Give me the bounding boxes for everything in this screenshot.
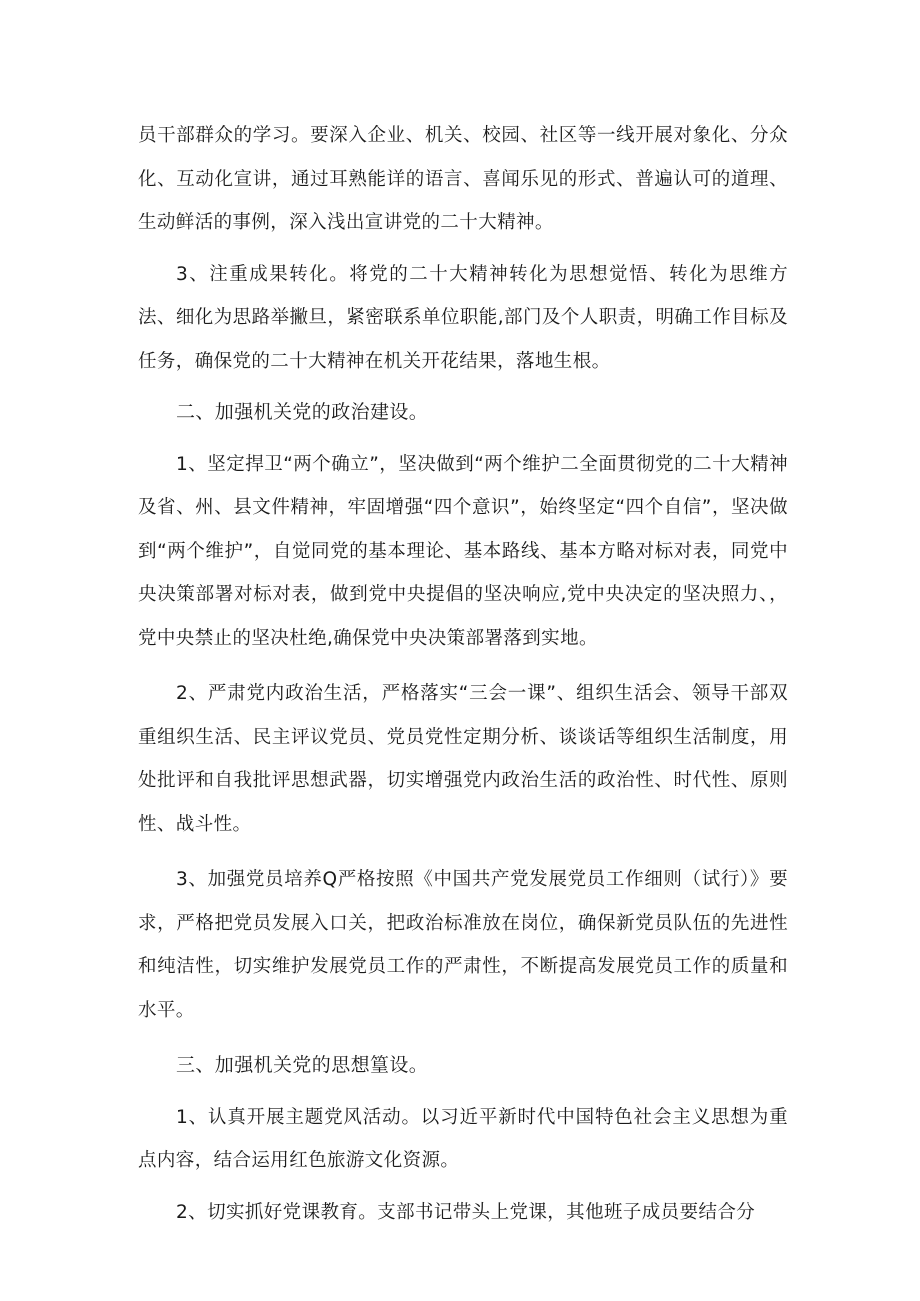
paragraph-theme-activity: 1、认真开展主题党风活动。以习近平新时代中国特色社会主义思想为重点内容，结合运用红色旅游文化资源。: [138, 1106, 788, 1171]
paragraph-continuation: 员干部群众的学习。要深入企业、机关、校园、社区等一线开展对象化、分众化、互动化宣讲，通过耳熟能详的语言、喜闻乐见的形式、普遍认可的道理、生动鲜活的事例，深入浅出宣讲党的二十大精神。: [138, 125, 788, 233]
section-heading-political: 二、加强机关党的政治建设。: [176, 401, 429, 423]
paragraph-results-transformation: 3、注重成果转化。将党的二十大精神转化为思想觉悟、转化为思维方法、细化为思路举撇旦，紧密联系单位职能,部门及个人职责，明确工作目标及任务，确保党的二十大精神在机关开花结果，落地生根。: [138, 263, 788, 372]
paragraph-two-establishments: 1、坚定捍卫“两个确立”，坚决做到“两个维护二全面贯彻党的二十大精神及省、州、县文件精神，牢固增强“四个意识”，始终坚定“四个自信”，坚决做到“两个维护”，自觉同党的基本理论、基本路线、基本方略对标对表，同党中央决策部署对标对表，做到党中央提倡的坚决响应,党中央决定的坚决照力、，党中央禁止的坚决杜绝,确保党中央决策部署落到实地。: [138, 453, 788, 649]
paragraph-member-cultivation: 3、加强党员培养Q严格按照《中国共产党发展党员工作细则（试行）》要求，严格把党员发展入口关，把政治标准放在岗位，确保新党员队伍的先进性和纯洁性，切实维护发展党员工作的严肃性，不断提高发展党员工作的质量和水平。: [138, 869, 788, 1021]
paragraph-party-lecture: 2、切实抓好党课教育。支部书记带头上党课，其他班子成员要结合分: [176, 1201, 756, 1223]
section-heading-ideological: 三、加强机关党的思想篁设。: [176, 1054, 429, 1076]
paragraph-party-political-life: 2、严肃党内政治生活，严格落实“三会一课”、组织生活会、领导干部双重组织生活、民主评议党员、党员党性定期分析、谈谈话等组织生活制度，用处批评和自我批评思想武器，切实增强党内政治生活的政治性、时代性、原则性、战斗性。: [138, 683, 788, 835]
